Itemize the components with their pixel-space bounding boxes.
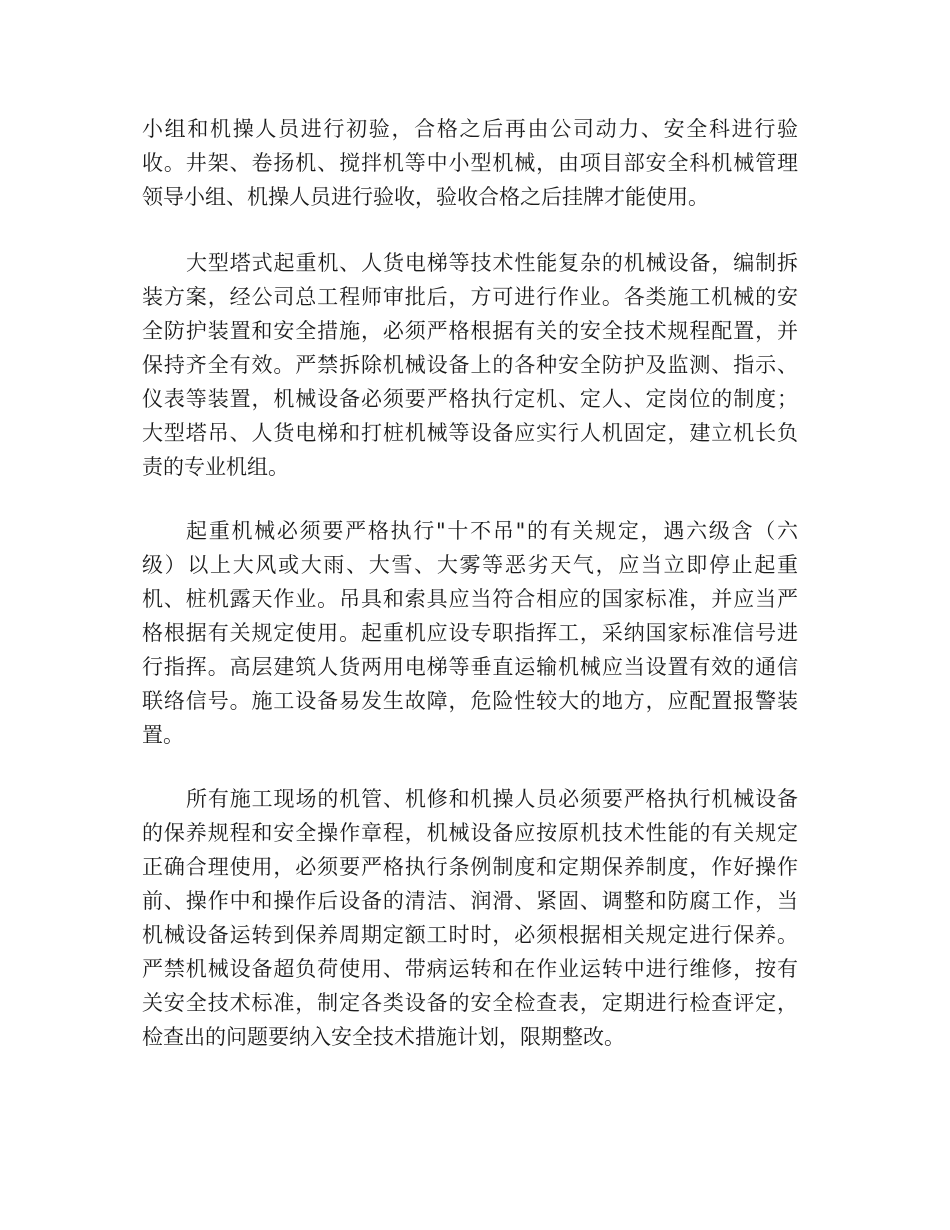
text-line: 责的专业机组。 <box>142 455 289 479</box>
text-line: 的保养规程和安全操作章程，机械设备应按原机技术性能的有关规定 <box>142 821 798 845</box>
paragraph-4 <box>142 782 798 1054</box>
text-line: 收。井架、卷扬机、搅拌机等中小型机械，由项目部安全科机械管理 <box>142 151 798 175</box>
text-line: 级）以上大风或大雨、大雪、大雾等恶劣天气，应当立即停止起重 <box>142 553 798 577</box>
text-line: 装方案，经公司总工程师审批后，方可进行作业。各类施工机械的安 <box>142 285 798 309</box>
text-line: 机、桩机露天作业。吊具和索具应当符合相应的国家标准，并应当严 <box>142 587 798 611</box>
text-line: 联络信号。施工设备易发生故障，危险性较大的地方，应配置报警装 <box>142 689 798 713</box>
text-line: 机械设备运转到保养周期定额工时时，必须根据相关规定进行保养。 <box>142 923 798 947</box>
text-line: 前、操作中和操作后设备的清洁、润滑、紧固、调整和防腐工作，当 <box>142 889 798 913</box>
paragraph-2 <box>142 246 798 484</box>
paragraph-3 <box>142 514 798 752</box>
text-line: 起重机械必须要严格执行"十不吊"的有关规定，遇六级含（六 <box>186 519 798 543</box>
document-page <box>142 112 798 1084</box>
text-line: 置。 <box>142 723 184 747</box>
paragraph-1 <box>142 112 798 214</box>
text-line: 保持齐全有效。严禁拆除机械设备上的各种安全防护及监测、指示、 <box>142 353 798 377</box>
text-line: 领导小组、机操人员进行验收，验收合格之后挂牌才能使用。 <box>142 185 709 209</box>
text-line: 仪表等装置，机械设备必须要严格执行定机、定人、定岗位的制度； <box>142 387 798 411</box>
text-line: 行指挥。高层建筑人货两用电梯等垂直运输机械应当设置有效的通信 <box>142 655 798 679</box>
text-line: 正确合理使用，必须要严格执行条例制度和定期保养制度，作好操作 <box>142 855 798 879</box>
text-line: 大型塔吊、人货电梯和打桩机械等设备应实行人机固定，建立机长负 <box>142 421 798 445</box>
text-line: 严禁机械设备超负荷使用、带病运转和在作业运转中进行维修，按有 <box>142 957 798 981</box>
text-line: 检查出的问题要纳入安全技术措施计划，限期整改。 <box>142 1025 625 1049</box>
text-line: 小组和机操人员进行初验，合格之后再由公司动力、安全科进行验 <box>142 117 798 141</box>
text-line: 关安全技术标准，制定各类设备的安全检查表，定期进行检查评定， <box>142 991 798 1015</box>
text-line: 大型塔式起重机、人货电梯等技术性能复杂的机械设备，编制拆 <box>186 251 798 275</box>
text-line: 全防护装置和安全措施，必须严格根据有关的安全技术规程配置，并 <box>142 319 798 343</box>
text-line: 格根据有关规定使用。起重机应设专职指挥工，采纳国家标准信号进 <box>142 621 798 645</box>
text-line: 所有施工现场的机管、机修和机操人员必须要严格执行机械设备 <box>186 787 798 811</box>
